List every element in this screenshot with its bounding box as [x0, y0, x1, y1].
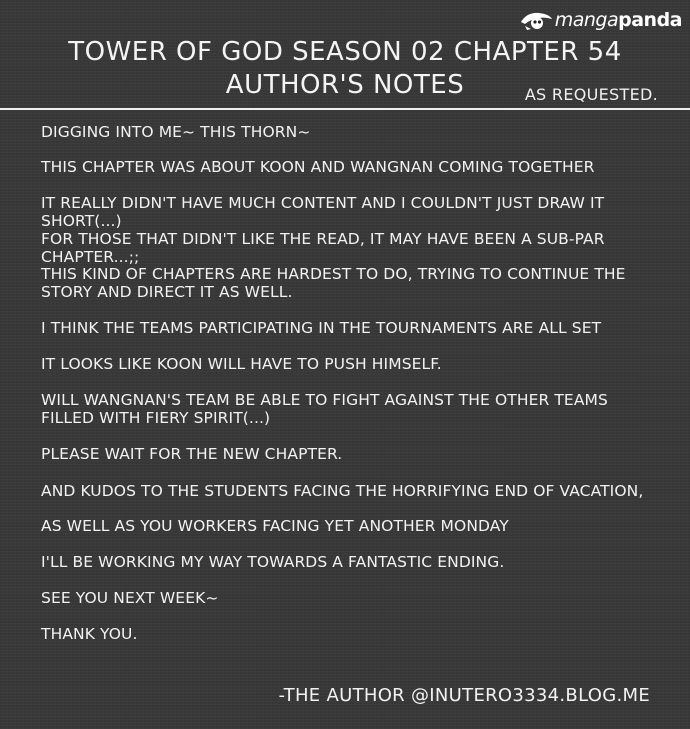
watermark-text-manga: manga	[554, 9, 619, 31]
author-signature: -THE AUTHOR @INUTERO3334.BLOG.ME	[278, 685, 650, 706]
note-line: AS WELL AS YOU WORKERS FACING YET ANOTHER MONDAY	[41, 517, 509, 535]
note-line: SEE YOU NEXT WEEK~	[41, 589, 219, 607]
page-title: TOWER OF GOD SEASON 02 CHAPTER 54	[68, 37, 622, 67]
page-subtitle: AUTHOR'S NOTES	[225, 70, 465, 100]
note-line: I THINK THE TEAMS PARTICIPATING IN THE TOURNAMENTS ARE ALL SET	[41, 319, 602, 337]
panda-logo-icon	[519, 8, 553, 32]
note-line: IT LOOKS LIKE KOON WILL HAVE TO PUSH HIMSELF.	[41, 355, 442, 373]
note-line: DIGGING INTO ME~ THIS THORN~	[41, 123, 311, 141]
note-line: AND KUDOS TO THE STUDENTS FACING THE HORRIFYING END OF VACATION,	[41, 482, 644, 500]
note-line: FOR THOSE THAT DIDN'T LIKE THE READ, IT MAY HAVE BEEN A SUB-PAR CHAPTER...;;	[41, 230, 605, 266]
note-line: IT REALLY DIDN'T HAVE MUCH CONTENT AND I COULDN'T JUST DRAW IT SHORT(...)	[41, 194, 605, 230]
note-line: THANK YOU.	[41, 625, 138, 643]
note-line: THIS KIND OF CHAPTERS ARE HARDEST TO DO, TRYING TO CONTINUE THE STORY AND DIRECT IT AS WELL.	[41, 265, 626, 301]
mangapanda-watermark	[519, 8, 682, 32]
watermark-text-panda: panda	[618, 9, 682, 31]
note-line: THIS CHAPTER WAS ABOUT KOON AND WANGNAN COMING TOGETHER	[41, 158, 595, 176]
header-divider	[0, 108, 690, 110]
note-line: I'LL BE WORKING MY WAY TOWARDS A FANTASTIC ENDING.	[41, 553, 505, 571]
note-line: PLEASE WAIT FOR THE NEW CHAPTER.	[41, 445, 343, 463]
note-line: WILL WANGNAN'S TEAM BE ABLE TO FIGHT AGAINST THE OTHER TEAMS FILLED WITH FIERY SPIRIT(...)	[41, 391, 608, 427]
request-tag: AS REQUESTED.	[524, 85, 658, 104]
